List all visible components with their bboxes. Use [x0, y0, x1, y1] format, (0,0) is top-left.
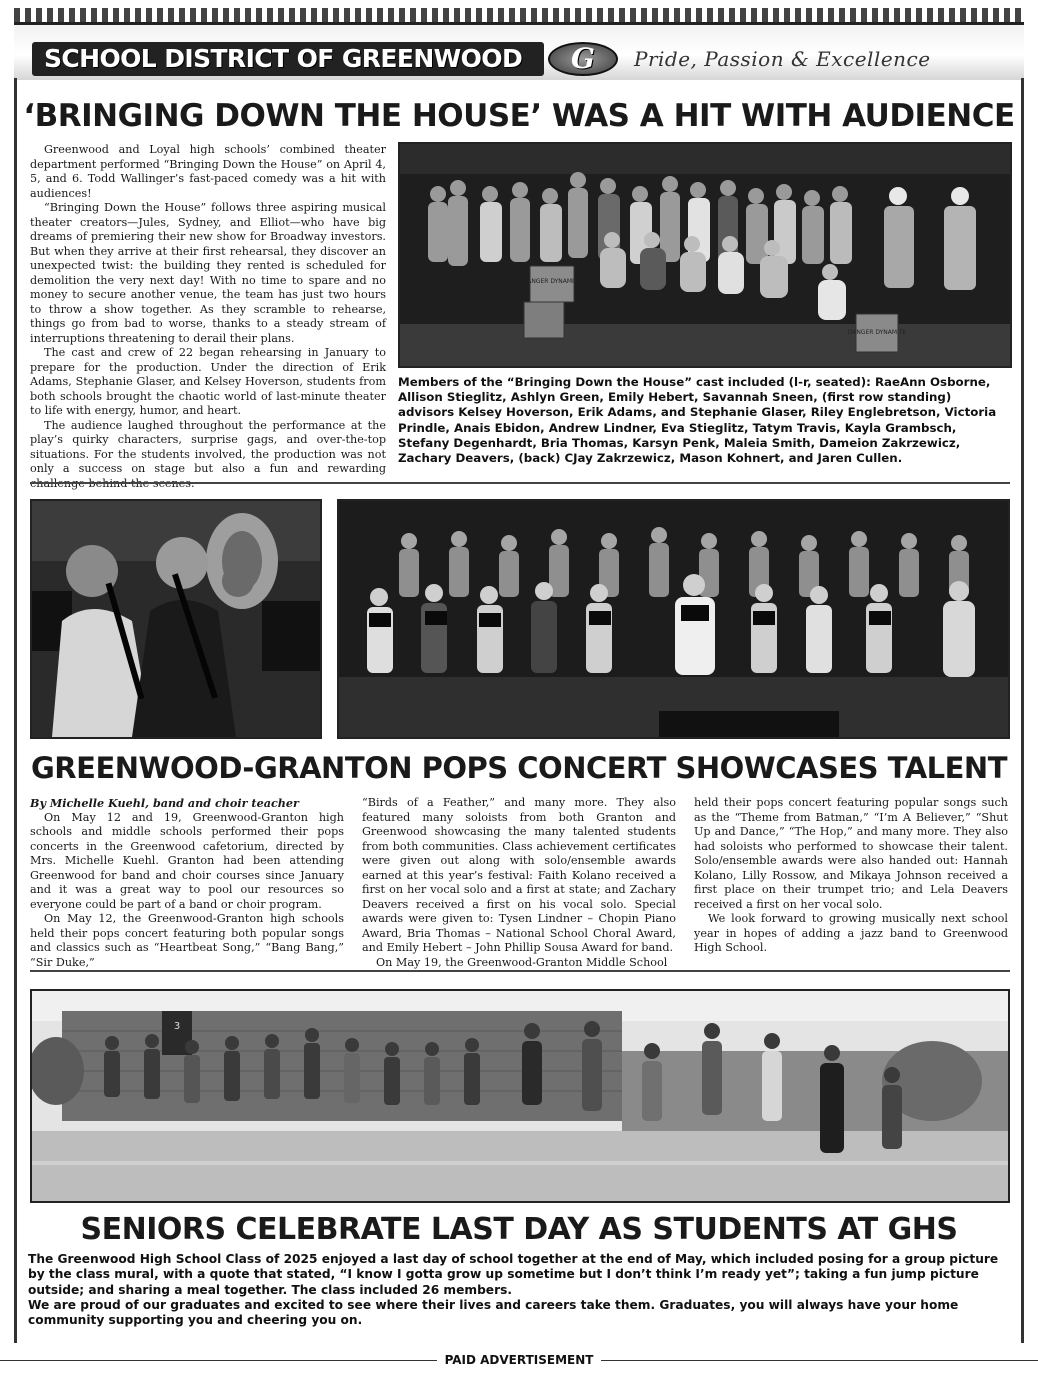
pops-paragraph: held their pops concert featuring popular songs such as the “Theme from Batman,” “I’m A Believer,” “Shut Up and Dance,” “The Hop,” and many more. They also had soloists who performed to showcase their talent. Solo/ensemble awards were also handed out: Hannah Kolano, Lilly Rossow, and Mikaya Johnson received a first place on their trumpet trio; and Lela Deavers received a first on her vocal solo.: [694, 796, 1008, 911]
footer-label: [0, 1352, 1038, 1368]
theater-cast-photo: [398, 142, 1012, 368]
pops-paragraph: On May 19, the Greenwood-Granton Middle School: [376, 955, 668, 969]
choir-photo-art: [339, 501, 1008, 737]
theater-paragraph: Greenwood and Loyal high schools’ combined theater department performed “Bringing Down the House” on April 4, 5, and 6. Todd Wallinger’s fast-paced comedy was a hit with audiences!: [30, 143, 386, 200]
pops-paragraph: On May 12, the Greenwood-Granton high schools held their pops concert featuring both popular songs and classics such as “Heartbeat Song,” “Bang Bang,” “Sir Duke,”: [30, 912, 344, 969]
section-divider: [30, 970, 1010, 972]
seniors-paragraph: We are proud of our graduates and excited to see where their lives and careers take them. Graduates, you will always have your home community supporting you and cheering you on.: [28, 1297, 959, 1328]
pops-headline: GREENWOOD-GRANTON POPS CONCERT SHOWCASES TALENT: [31, 751, 1007, 785]
seniors-article-body: [28, 1252, 1014, 1328]
pops-byline: By Michelle Kuehl, band and choir teacher: [30, 796, 299, 810]
seniors-jump-photo-art: [32, 991, 1008, 1201]
building-number: 3: [173, 1021, 181, 1032]
masthead-tagline: Pride, Passion & Excellence: [634, 47, 931, 71]
dynamite-crate-label: DANGER DYNAMITE: [847, 329, 907, 336]
district-logo: [544, 40, 624, 78]
theater-paragraph: The audience laughed throughout the performance at the play’s quirky characters, surprise gags, and over-the-top situations. For the students involved, the production was not only a success on stage but also a fun and rewarding challenge behind the scenes.: [30, 418, 386, 490]
theater-photo-caption: Members of the “Bringing Down the House” cast included (l-r, seated): RaeAnn Osborne, Allison Stieglitz, Ashlyn Green, Emily Hebert, Savannah Sneen, (first row standing) advisors Kelsey Hoverson, Erik Adams, and Stephanie Glaser, Riley Englebretson, Victoria Prindle, Anais Ebidon, Andrew Lindner, Eva Stieglitz, Tatym Travis, Kayla Grambsch, Stefany Degenhardt, Bria Thomas, Karsyn Penk, Maleia Smith, Dameion Zakrzewicz, Zachary Deavers, (back) CJay Zakrzewicz, Mason Kohnert, and Jaren Cullen.: [398, 375, 997, 466]
band-clarinet-photo-art: [32, 501, 320, 737]
theater-paragraph: The cast and crew of 22 began rehearsing in January to prepare for the production. Under the direction of Erik Adams, Stephanie Glaser, and Kelsey Hoverson, students from both schools brought the chaotic world of last-minute theater to life with energy, humor, and heart.: [30, 346, 386, 417]
theater-paragraph: “Bringing Down the House” follows three aspiring musical theater creators—Jules, Sydney, and Elliot—who have big dreams of premiering their new show for Broadway investors. But when they arrive at their first rehearsal, they discover an unexpected twist: the building they rented is scheduled for demolition the very next day! With no time to spare and no money to secure another venue, the team has just two hours to throw a show together. As they scramble to rehearse, things go from bad to worse, thanks to a steady stream of interruptions threatening to derail their plans.: [30, 201, 386, 345]
theater-headline: ‘BRINGING DOWN THE HOUSE’ WAS A HIT WITH AUDIENCE: [23, 98, 1015, 134]
seniors-jump-photo: [30, 989, 1010, 1203]
seniors-headline: SENIORS CELEBRATE LAST DAY AS STUDENTS AT GHS: [80, 1212, 958, 1247]
choir-photo: [337, 499, 1010, 739]
pops-paragraph: “Birds of a Feather,” and many more. They also featured many soloists from both Granton and Greenwood showcasing the many talented students from both communities. Class achievement certificates were given out along with solo/ensemble awards earned at this year’s festival: Faith Kolano received a first on her vocal solo and a first at state; and Zachary Deavers received a first on his vocal solo. Special awards were given to: Tysen Lindner – Chopin Piano Award, Bria Thomas – National School Choral Award, and Emily Hebert – John Phillip Sousa Award for band.: [362, 796, 676, 954]
pops-column-1: [30, 796, 344, 970]
dynamite-crate-label: DANGER DYNAMITE: [522, 278, 582, 285]
seniors-paragraph: The Greenwood High School Class of 2025 enjoyed a last day of school together at the end of May, which included posing for a group picture by the class mural, with a quote that stated, “I know I gotta grow up sometime but I don’t think I’m ready yet”; taking a fun jump picture outside; and sharing a meal together. The class included 26 members.: [28, 1252, 999, 1297]
pops-paragraph: On May 12 and 19, Greenwood-Granton high schools and middle schools performed their pops concerts in the Greenwood cafetorium, directed by Mrs. Michelle Kuehl. Granton had been attending Greenwood for band and choir courses since January and it was a great way to pool our resources so everyone could be part of a band or choir program.: [30, 810, 344, 911]
pops-column-3: [694, 796, 1008, 956]
band-clarinet-photo: [30, 499, 322, 739]
theater-cast-photo-art: [400, 144, 1010, 366]
logo-letter: G: [571, 42, 595, 75]
pops-paragraph: We look forward to growing musically next school year in hopes of adding a jazz band to Greenwood High School.: [694, 912, 1008, 954]
pops-column-2: [362, 796, 676, 970]
paid-advertisement-label: PAID ADVERTISEMENT: [437, 1353, 602, 1367]
masthead: [14, 8, 1024, 80]
theater-article-body: [30, 143, 386, 491]
section-divider: [30, 482, 1010, 484]
masthead-title: SCHOOL DISTRICT OF GREENWOOD: [44, 44, 523, 73]
